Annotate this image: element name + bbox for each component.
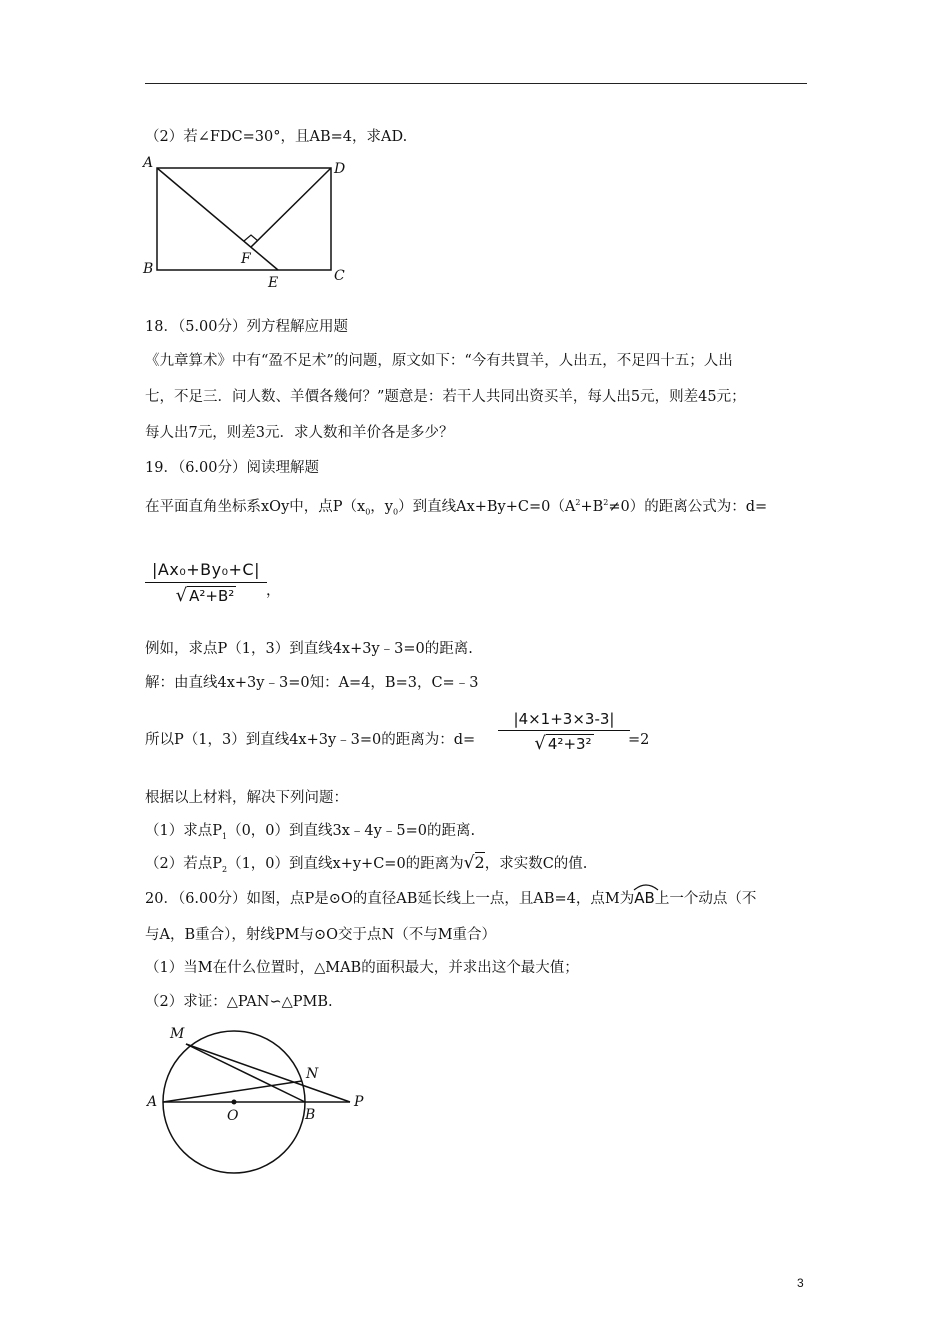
formula-comma: ，: [266, 583, 281, 599]
label-b: B: [143, 261, 154, 277]
distance-formula: [145, 560, 267, 606]
header-rule: [145, 83, 807, 84]
q18-line3: 每人出7元，则差3元．求人数和羊价各是多少？: [145, 425, 454, 441]
label-a: A: [147, 1094, 158, 1110]
formula-denominator: √ A²+B²: [175, 585, 235, 606]
q20-part2: （2）求证：△PAN∽△PMB.: [145, 994, 333, 1010]
line-ae: [157, 168, 278, 270]
arc-ab: AB: [634, 889, 655, 907]
label-e: E: [268, 275, 279, 291]
q19-part1: （1）求点$P_1(0$，0）到直线3x﹣4y﹣5=0的距离.: [145, 823, 476, 841]
q17-part2: （2）若∠FDC=30°，且AB=4，求AD.: [145, 129, 408, 145]
q20-line2: 与A，B重合），射线PM与⊙O交于点N（不与M重合）: [145, 927, 497, 943]
example-denominator: √ 4²+3²: [534, 733, 592, 754]
formula-numerator: |Ax₀+By₀+C|: [152, 560, 260, 579]
line-df: [251, 168, 331, 247]
page-number: 3: [797, 1276, 804, 1290]
right-angle-mark: [244, 235, 258, 241]
example-line2: 解：由直线4x+3y﹣3=0知：A=4，B=3，C=﹣3: [145, 675, 479, 691]
label-d: D: [334, 161, 346, 177]
q18-heading: 18．（5.00分）列方程解应用题: [145, 319, 348, 335]
q19-intro: 根据以上材料，解决下列问题：: [145, 790, 348, 806]
label-p: P: [354, 1094, 364, 1110]
q20-line1: 20．（6.00分）如图，点P是⊙O的直径AB延长线上一点，且AB=4，点M为 AB上一个动点（不: [145, 889, 756, 908]
example-result: =2: [628, 732, 650, 748]
label-f: F: [241, 251, 251, 267]
q18-line1: 《九章算术》中有“盈不足术”的问题，原文如下：“今有共買羊，人出五，不足四十五；人出: [145, 353, 733, 369]
example-line3: 所以P（1，3）到直线4x+3y﹣3=0的距离为：d=: [145, 732, 476, 748]
line-an: [163, 1081, 302, 1102]
q19-line1: 在平面直角坐标系xOy中，点$P(x_0$，$y_0$）到直线$Ax+By+C=0(A^2+B^2\ne 0)$的距离公式为：d=: [145, 498, 768, 517]
example-fraction: [498, 710, 630, 754]
line-mp: [186, 1044, 350, 1102]
label-a: A: [143, 155, 154, 171]
q18-line2: 七，不足三．问人数、羊價各幾何？”题意是：若干人共同出资买羊，每人出5元，则差45元；: [145, 389, 746, 405]
label-n: N: [306, 1066, 319, 1082]
example-line1: 例如，求点P（1，3）到直线4x+3y﹣3=0的距离.: [145, 641, 473, 657]
center-point: [232, 1100, 237, 1105]
q19-heading: 19．（6.00分）阅读理解题: [145, 460, 319, 476]
example-numerator: |4×1+3×3-3|: [513, 710, 615, 728]
label-b: B: [305, 1107, 316, 1123]
q20-part1: （1）当M在什么位置时，△MAB的面积最大，并求出这个最大值；: [145, 960, 579, 976]
label-m: M: [170, 1026, 185, 1042]
q19-part2: （2）若点$P_2(1$，0）到直线x+y+C=0的距离为√2，求实数C的值.: [145, 853, 588, 874]
circle-figure: [140, 1018, 380, 1178]
label-o: O: [227, 1108, 239, 1124]
line-mb: [186, 1044, 305, 1102]
rectangle-figure: [140, 155, 360, 295]
label-c: C: [334, 268, 345, 284]
